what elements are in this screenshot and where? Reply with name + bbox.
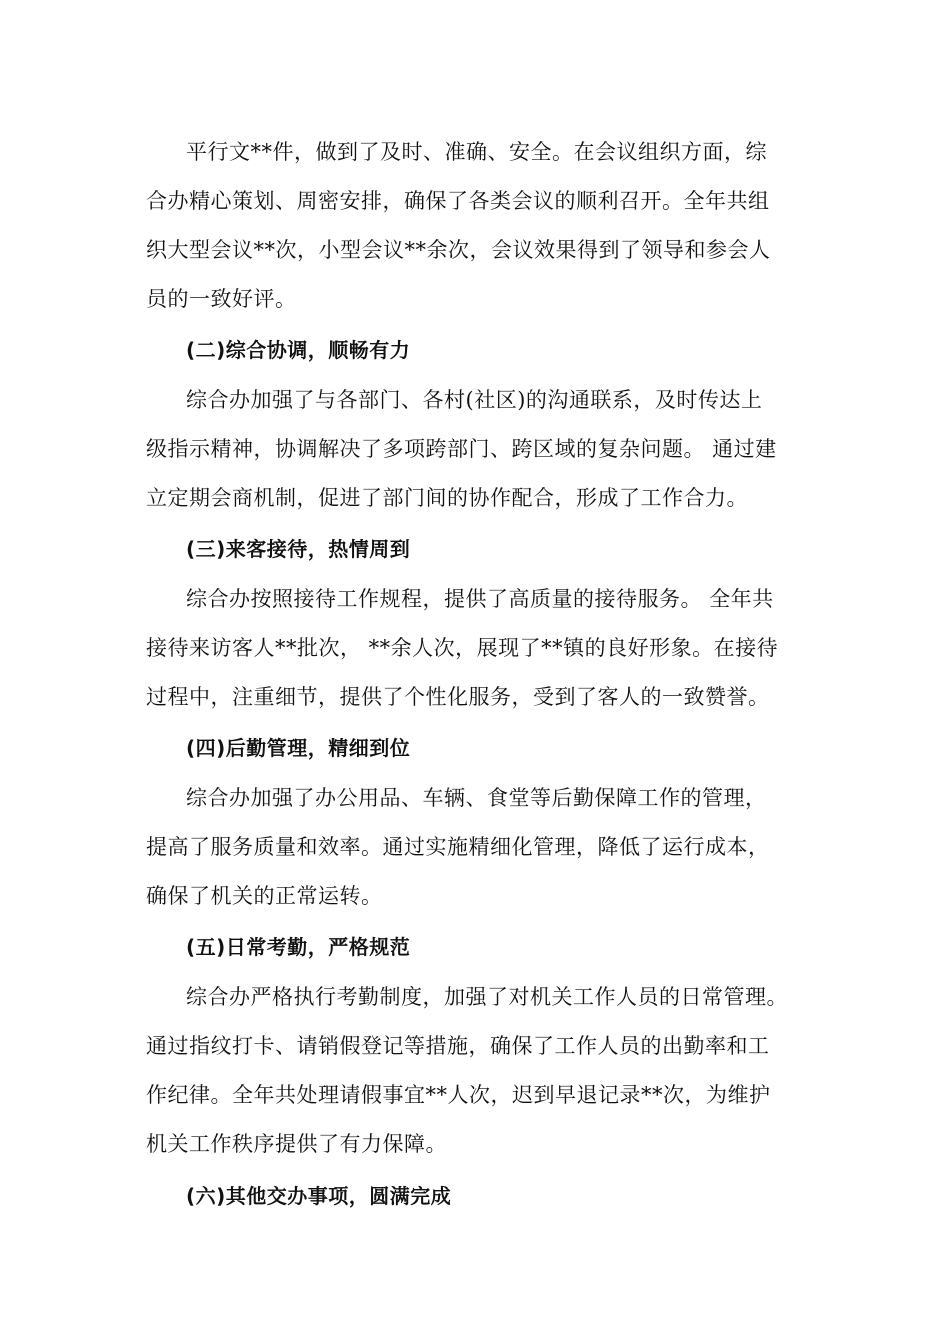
paragraph-line: 过程中，注重细节，提供了个性化服务，受到了客人的一致赞誉。 (146, 685, 770, 709)
paragraph-line: 接待来访客人**批次， **余人次，展现了**镇的良好形象。在接待 (146, 636, 779, 660)
section-heading: (六)其他交办事项，圆满完成 (186, 1184, 452, 1208)
paragraph-line: 合办精心策划、周密安排，确保了各类会议的顺利召开。全年共组 (146, 189, 770, 213)
paragraph-line: 通过指纹打卡、请销假登记等措施，确保了工作人员的出勤率和工 (146, 1034, 770, 1058)
paragraph-line: 提高了服务质量和效率。通过实施精细化管理，降低了运行成本， (146, 835, 770, 859)
paragraph-line: 作纪律。全年共处理请假事宜**人次，迟到早退记录**次，为维护 (146, 1083, 771, 1107)
paragraph-line: 员的一致好评。 (146, 287, 297, 311)
section-heading: (五)日常考勤，严格规范 (186, 935, 411, 959)
paragraph-line: 综合办加强了与各部门、各村(社区)的沟通联系，及时传达上 (186, 388, 763, 412)
paragraph-line: 综合办加强了办公用品、车辆、食堂等后勤保障工作的管理， (186, 786, 767, 810)
paragraph-line: 立定期会商机制，促进了部门间的协作配合，形成了工作合力。 (146, 486, 748, 510)
paragraph-line: 平行文**件，做到了及时、准确、安全。在会议组织方面，综 (186, 140, 767, 164)
section-heading: (二)综合协调，顺畅有力 (186, 338, 411, 362)
paragraph-line: 级指示精神，协调解决了多项跨部门、跨区域的复杂问题。 通过建 (146, 437, 777, 461)
paragraph-line: 织大型会议**次，小型会议**余次，会议效果得到了领导和参会人 (146, 238, 771, 262)
section-heading: (三)来客接待，热情周到 (186, 537, 411, 561)
paragraph-line: 机关工作秩序提供了有力保障。 (146, 1132, 447, 1156)
paragraph-line: 综合办按照接待工作规程，提供了高质量的接待服务。 全年共 (186, 587, 774, 611)
paragraph-line: 确保了机关的正常运转。 (146, 884, 383, 908)
paragraph-line: 综合办严格执行考勤制度，加强了对机关工作人员的日常管理。 (186, 985, 788, 1009)
section-heading: (四)后勤管理，精细到位 (186, 736, 411, 760)
